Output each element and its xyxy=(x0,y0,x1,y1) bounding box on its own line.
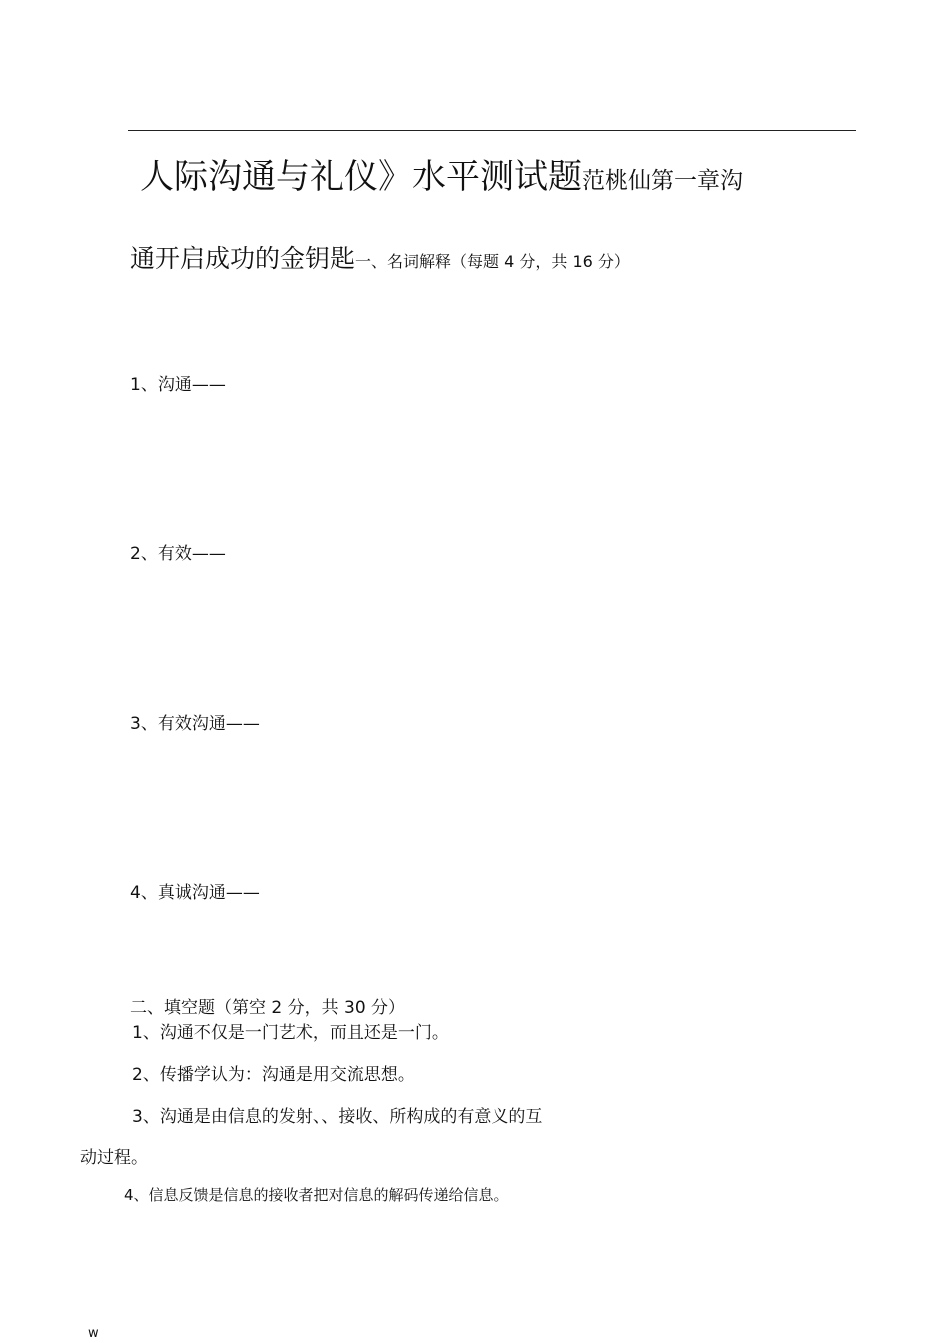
title-main: 人际沟通与礼仪》水平测试题 xyxy=(140,157,582,197)
footer-mark: w xyxy=(88,1326,99,1341)
term-item-1: 1、沟通—— xyxy=(130,375,226,395)
term-item-3: 3、有效沟通—— xyxy=(130,714,260,734)
title-line-2 xyxy=(130,246,630,271)
fill-item-1: 1、沟通不仅是一门艺术，而且还是一门。 xyxy=(132,1023,449,1043)
fill-item-4: 4、信息反馈是信息的接收者把对信息的解码传递给信息。 xyxy=(124,1186,509,1204)
chapter-title: 通开启成功的金钥匙 xyxy=(130,244,356,273)
fill-item-3-continued: 动过程。 xyxy=(80,1148,148,1168)
document-title xyxy=(140,157,743,197)
section2-heading: 二、填空题（第空 2 分，共 30 分） xyxy=(130,998,406,1018)
fill-item-3: 3、沟通是由信息的发射、、接收、所构成的有意义的互 xyxy=(132,1107,543,1127)
fill-item-2: 2、传播学认为：沟通是用交流思想。 xyxy=(132,1065,415,1085)
header-rule xyxy=(128,130,856,131)
term-item-2: 2、有效—— xyxy=(130,544,226,564)
term-item-4: 4、真诚沟通—— xyxy=(130,883,260,903)
section1-heading: 一、名词解释（每题 4 分，共 16 分） xyxy=(355,252,630,271)
title-author-chapter: 范桃仙第一章沟 xyxy=(582,168,743,194)
